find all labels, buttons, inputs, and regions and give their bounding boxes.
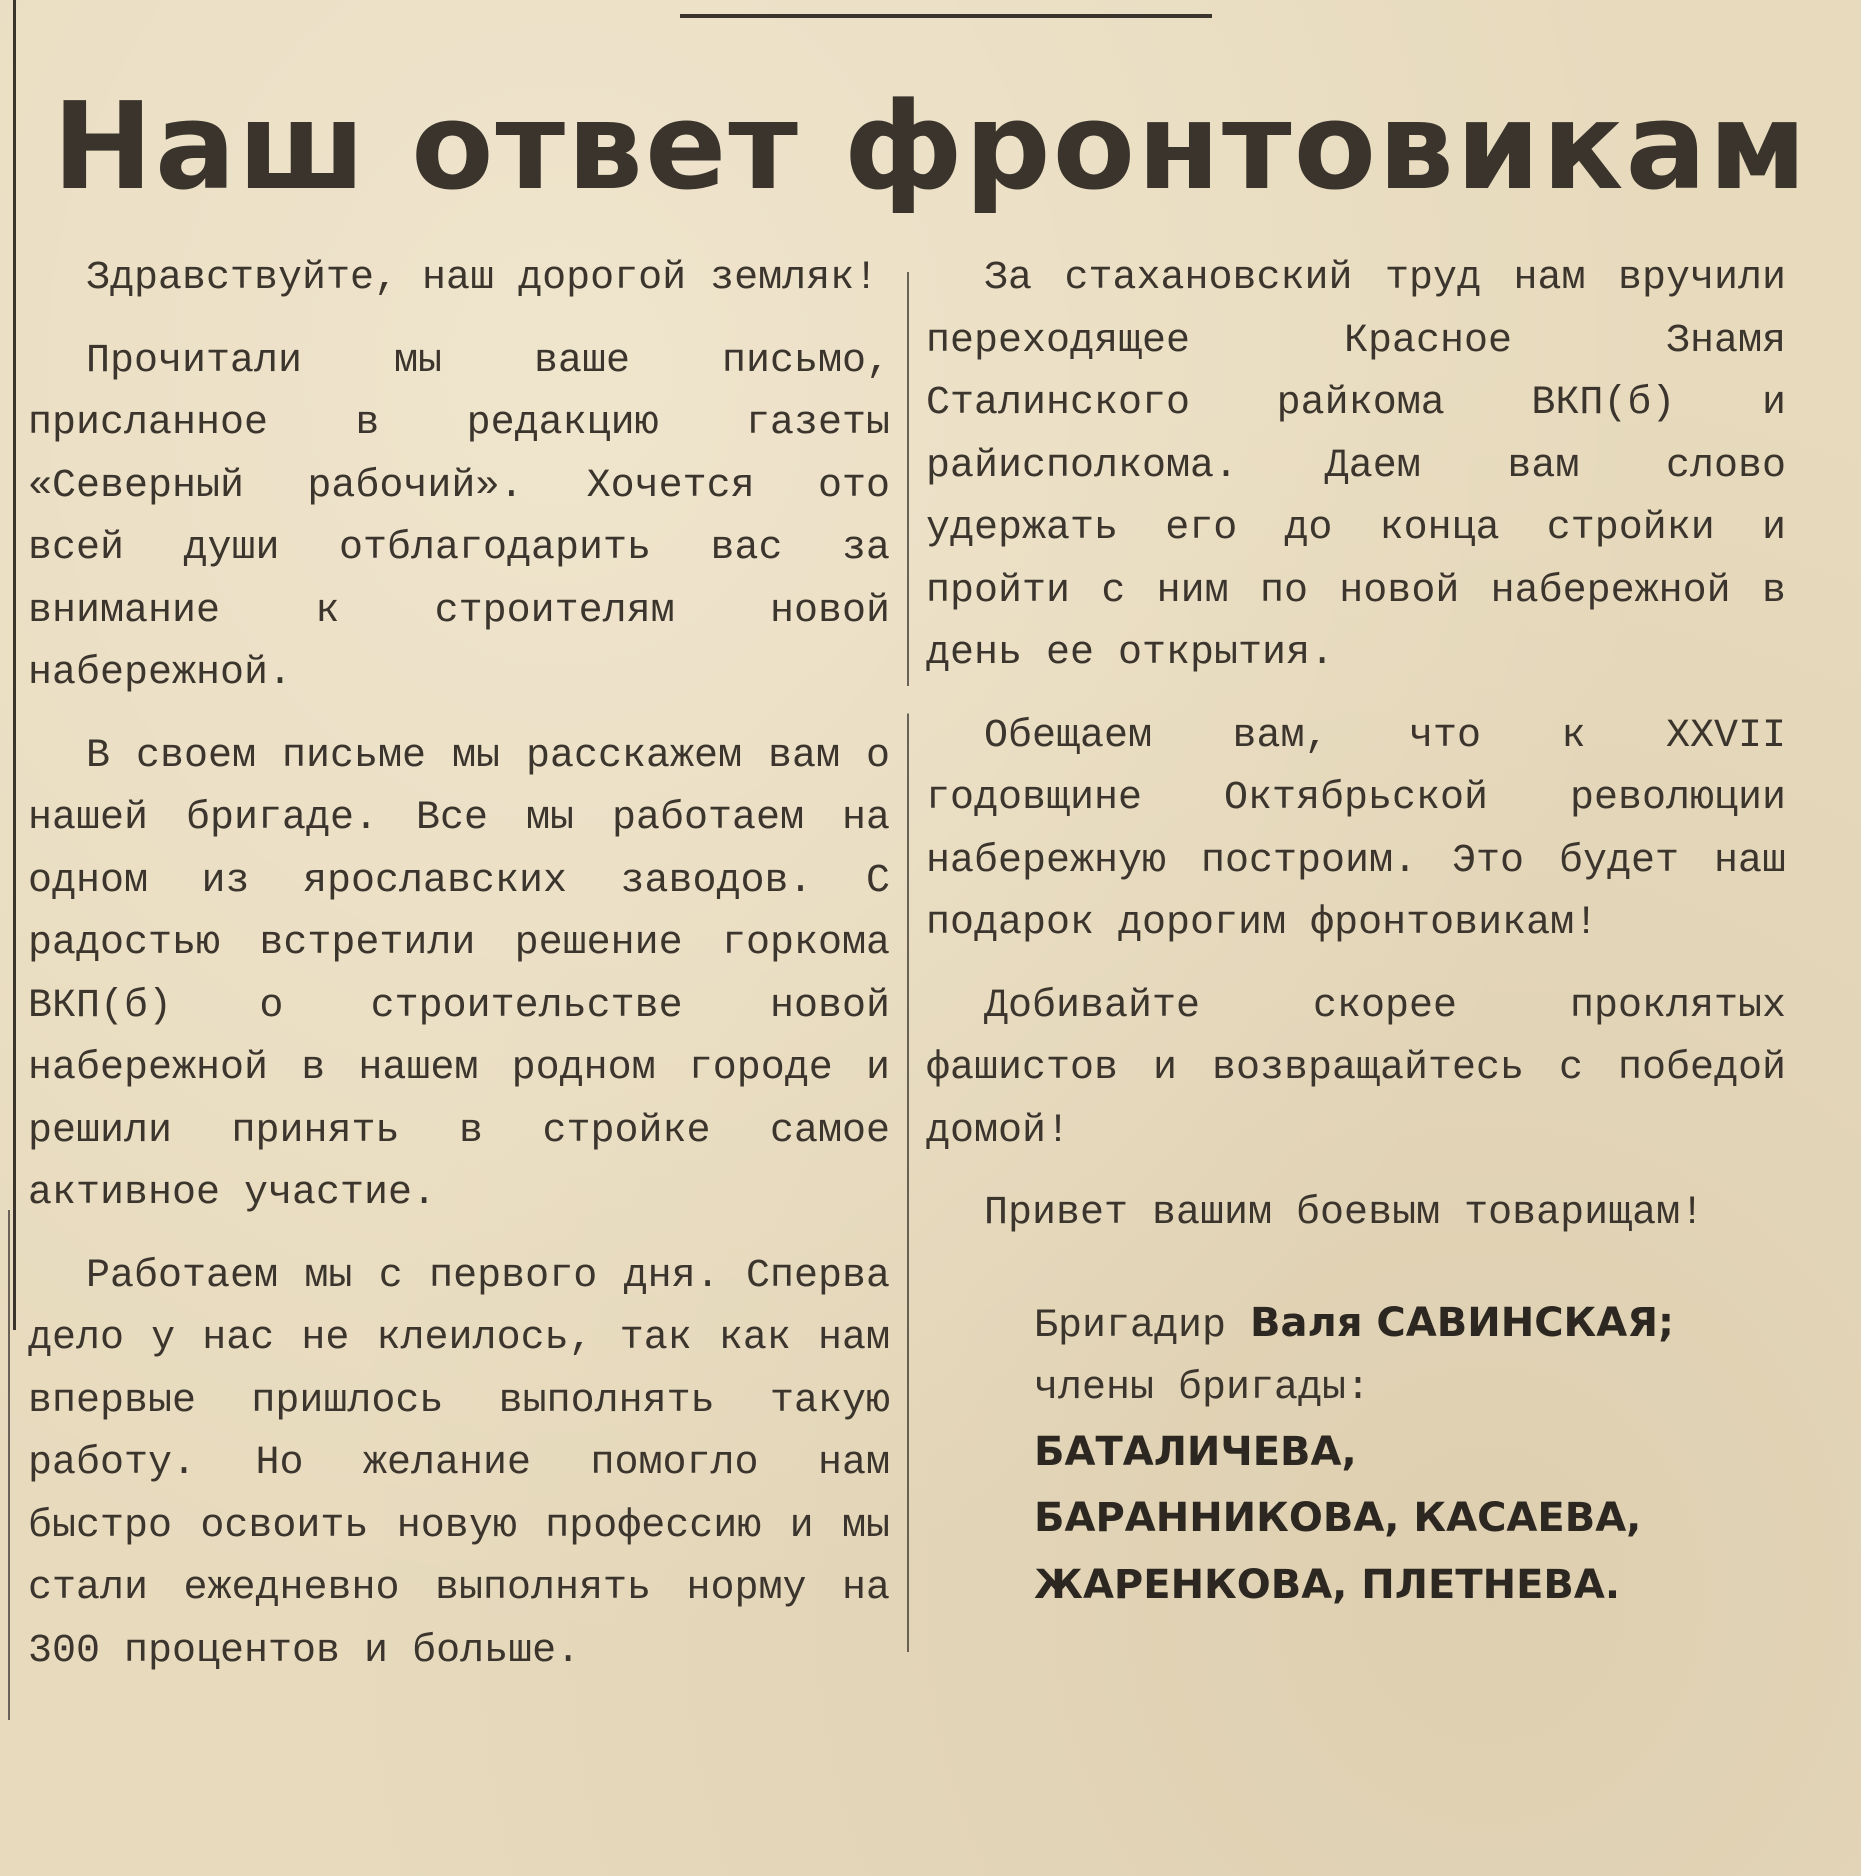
signature-members: БАТАЛИЧЕВА, БАРАННИКОВА, КАСАЕВА, ЖАРЕНКОВА, ПЛЕТНЕВА. bbox=[1034, 1428, 1642, 1608]
paragraph: В своем письме мы расскажем вам о нашей бригаде. Все мы работаем на одном из ярославских заводов. С радостью встретили решение горкома ВКП(б) о строительстве новой набережной в нашем родном городе и решили принять в стройке самое активное участие. bbox=[28, 733, 890, 1216]
right-column bbox=[926, 248, 1786, 1620]
left-border-rule-lower bbox=[8, 1210, 10, 1720]
article-headline: Наш ответ фронтовикам bbox=[52, 78, 1809, 217]
top-rule bbox=[680, 14, 1212, 18]
column-divider bbox=[907, 272, 909, 1652]
signature-leader: Валя САВИНСКАЯ; bbox=[1250, 1299, 1674, 1346]
paragraph: Привет вашим боевым товарищам! bbox=[984, 1191, 1705, 1236]
paragraph: Работаем мы с первого дня. Сперва дело у нас не клеилось, так как нам впервые пришлось выполнять такую работу. Но желание помогло нам быстро освоить новую профессию и мы стали ежедневно выполнять норму на 300 процентов и больше. bbox=[28, 1253, 890, 1674]
paragraph: Добивайте скорее проклятых фашистов и возвращайтесь с победой домой! bbox=[926, 983, 1786, 1154]
paragraph-greeting: Здравствуйте, наш дорогой земляк! bbox=[86, 256, 879, 301]
signature-role: Бригадир bbox=[1034, 1303, 1227, 1349]
signature-block bbox=[1034, 1292, 1714, 1621]
left-column bbox=[28, 248, 890, 1683]
paragraph: За стахановский труд нам вручили переходящее Красное Знамя Сталинского райкома ВКП(б) и райисполкома. Даем вам слово удержать его до конца стройки и пройти с ним по новой набережной в день ее открытия. bbox=[926, 256, 1786, 676]
paragraph: Обещаем вам, что к XXVII годовщине Октябрьской революции набережную построим. Это будет наш подарок дорогим фронтовикам! bbox=[926, 713, 1786, 946]
signature-members-label: члены бригады: bbox=[1034, 1366, 1371, 1411]
paragraph: Прочитали мы ваше письмо, присланное в редакцию газеты «Северный рабочий». Хочется ото всей души отблагодарить вас за внимание к строителям новой набережной. bbox=[28, 338, 890, 696]
